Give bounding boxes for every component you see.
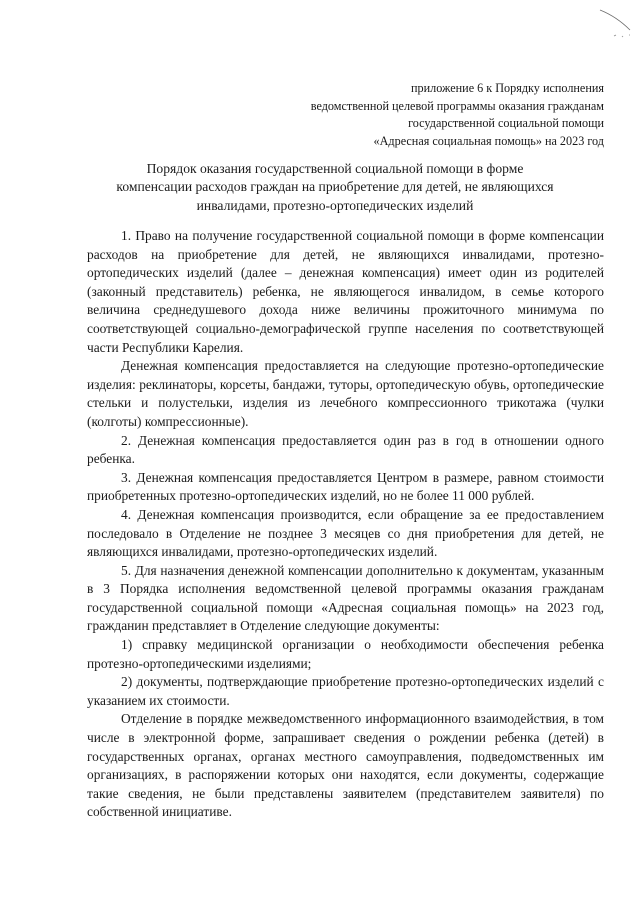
- document-title: [90, 160, 580, 215]
- paragraph-1: 1. Право на получение государственной социальной помощи в форме компенсации расходов на приобретение для детей, не являющихся инвалидами, протезно-ортопедических изделий (далее – денежная компенсация) имеет один из родителей (законный представитель) ребенка, не являющегося инвалидом, в семье которого величина среднедушевого дохода ниже величины прожиточного минимума по соответствующей социально-демографической группе населения по соответствующей части Республики Карелия.: [87, 228, 604, 355]
- annex-line-1: приложение 6 к Порядку исполнения: [410, 81, 604, 95]
- paragraph-6: 5. Для назначения денежной компенсации дополнительно к документам, указанным в 3 Порядка исполнения ведомственной целевой программы оказания гражданам государственной социальной помощи «Адресная социальная помощь» на 2023 год, гражданин представляет в Отделение следующие документы:: [87, 562, 604, 634]
- paragraph-2: Денежная компенсация предоставляется на следующие протезно-ортопедические изделия: реклинаторы, корсеты, бандажи, туторы, ортопедическую обувь, ортопедические стельки и полустельки, изделия из лечебного компрессионного трикотажа (чулки (колготы) компрессионные).: [87, 358, 604, 429]
- paragraph-4: 3. Денежная компенсация предоставляется Центром в размере, равном стоимости приобретенных протезно-ортопедических изделий, но не более 11 000 рублей.: [87, 469, 604, 504]
- paragraph-7: 1) справку медицинской организации о необходимости обеспечения ребенка протезно-ортопедическими изделиями;: [87, 637, 604, 671]
- title-line-2: компенсации расходов граждан на приобретение для детей, не являющихся: [116, 179, 554, 195]
- pen-mark-icon: [596, 6, 634, 40]
- paragraph-5: 4. Денежная компенсация производится, если обращение за ее предоставлением последовало в Отделение не позднее 3 месяцев со дня приобретения для детей, не являющихся инвалидами, протезно-ортопедических изделий.: [87, 506, 604, 560]
- title-line-3: инвалидами, протезно-ортопедических изделий: [196, 197, 474, 213]
- document-body: [87, 227, 604, 822]
- paragraph-9: Отделение в порядке межведомственного информационного взаимодействия, в том числе в электронной форме, запрашивает сведения о рождении ребенка (детей) в государственных органах, органах местного самоуправления, подведомственных им организациях, в распоряжении которых они находятся, если документы, содержащие такие сведения, не были представлены заявителем (представителем заявителя) по собственной инициативе.: [87, 711, 604, 820]
- annex-line-3: государственной социальной помощи: [408, 116, 604, 131]
- title-line-1: Порядок оказания государственной социальной помощи в форме: [146, 161, 524, 176]
- annex-line-4: «Адресная социальная помощь» на 2023 год: [373, 133, 604, 148]
- annex-header: [244, 80, 604, 150]
- paragraph-8: 2) документы, подтверждающие приобретение протезно-ортопедических изделий с указанием их стоимости.: [87, 674, 604, 708]
- annex-line-2: ведомственной целевой программы оказания гражданам: [310, 98, 604, 113]
- paragraph-3: 2. Денежная компенсация предоставляется один раз в год в отношении одного ребенка.: [87, 432, 604, 467]
